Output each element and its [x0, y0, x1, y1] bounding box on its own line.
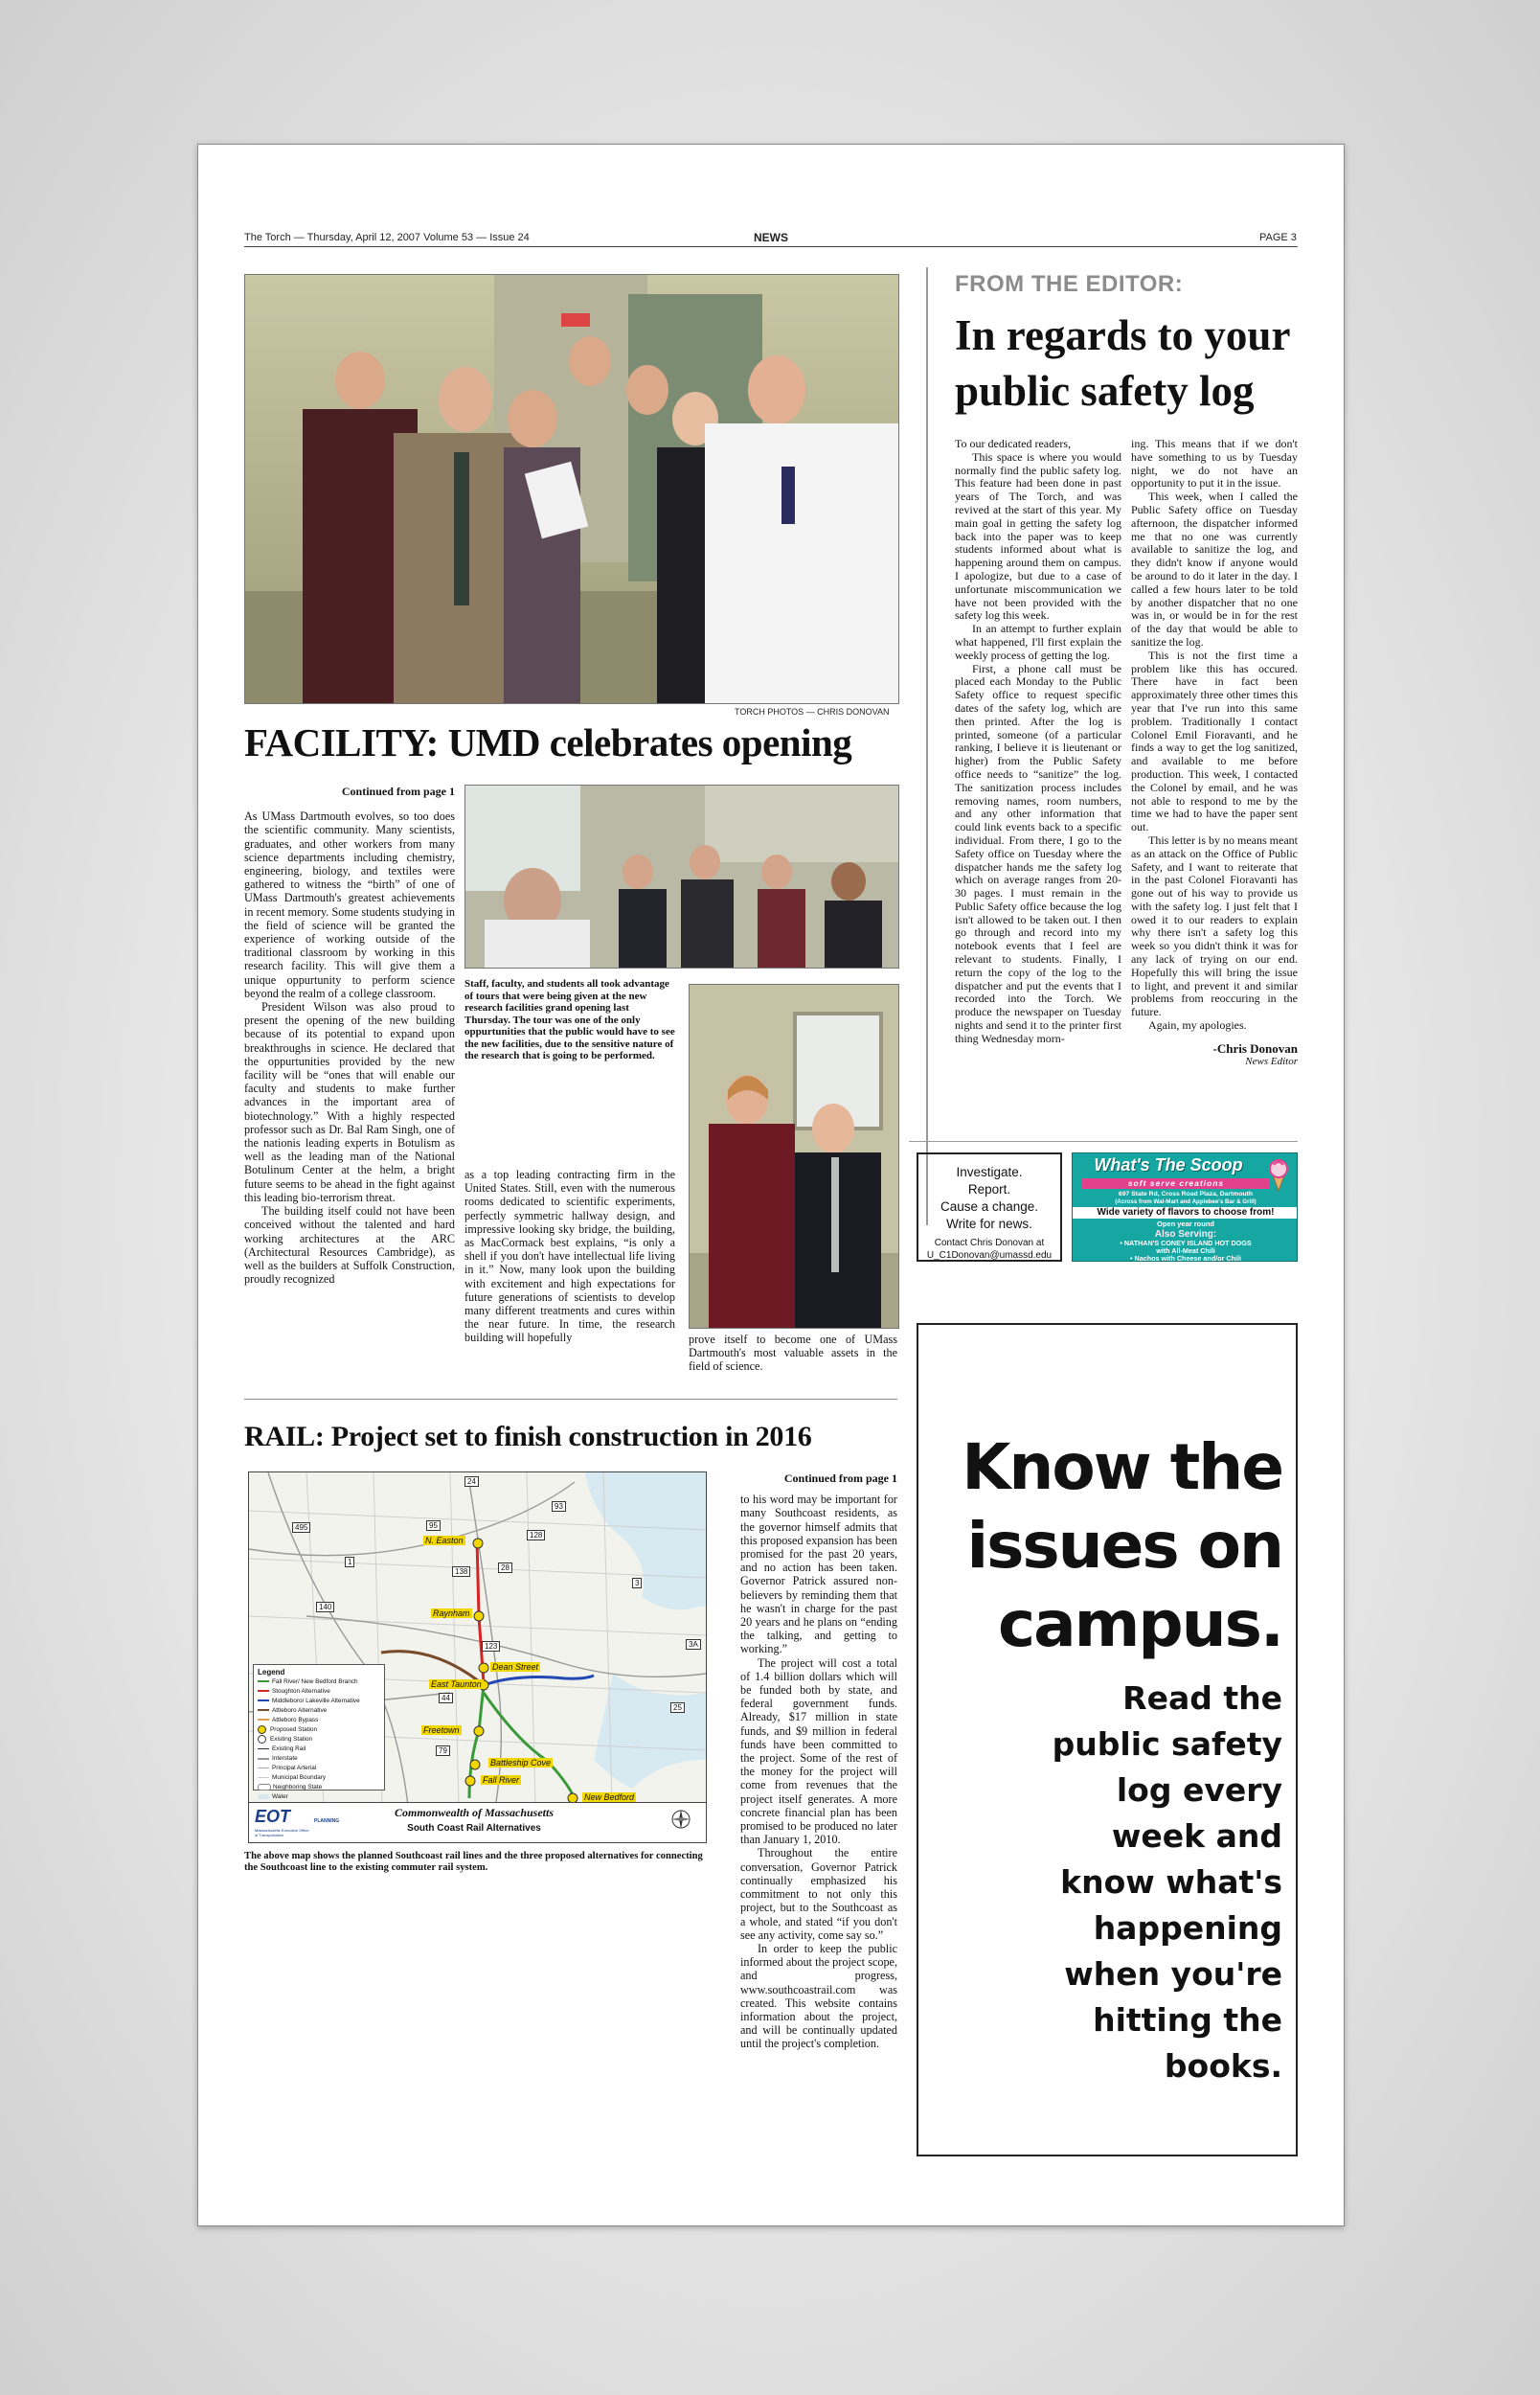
editor-bottom-rule	[909, 1141, 1298, 1142]
know-big3: campus.	[997, 1587, 1282, 1661]
editor-headline	[955, 308, 1290, 419]
editor-p1: This space is where you would normally find the public safety log. This feature had been done in past years of The Torch, and was revived at the start of this year. My main goal in getting the safety log back into the paper was to keep students informed about what is happening around them on campus. I apologize, but due to a case of unfortunate miscommunication we have not been provided with the safety log this week.	[955, 449, 1121, 623]
legend-item: Municipal Boundary	[258, 1773, 380, 1783]
know-small6: happening	[1093, 1909, 1282, 1947]
scoop-title: What's The Scoop	[1094, 1155, 1243, 1175]
scoop-serving: Also Serving:	[1154, 1229, 1217, 1240]
promo-contact1: Contact Chris Donovan at	[934, 1238, 1045, 1248]
section-divider	[244, 1399, 897, 1400]
station-label: Fall River	[483, 1775, 520, 1785]
route-shield: 140	[316, 1602, 334, 1612]
know-the-issues-ad	[917, 1323, 1298, 2156]
know-small7: when you're	[1064, 1955, 1282, 1993]
folio-rule	[244, 246, 1298, 247]
scoop-address1: 697 State Rd, Cross Road Plaza, Dartmouth	[1118, 1191, 1254, 1198]
map-title-block	[249, 1802, 706, 1843]
scoop-item1: • NATHAN'S CONEY ISLAND HOT DOGS	[1120, 1239, 1252, 1247]
planning-label: PLANNING	[314, 1818, 340, 1824]
scoop-tagline: soft serve creations	[1082, 1178, 1270, 1189]
main-photo	[244, 274, 899, 704]
map-caption: The above map shows the planned Southcoast rail lines and the three proposed alternatives for connecting the Southcoast line to the existing commuter rail system.	[244, 1851, 703, 1873]
promo-line4: Write for news.	[946, 1217, 1032, 1231]
rail-p1: to his word may be important for many Southcoast residents, as the governor himself admits that this proposed expansion has been promised for the past 20 years, and no action has been taken. Governor Patrick assured non-believers by reminding them that he wasn't in charge for the past 20 years and he plans on “ending the talking, and getting to working.”	[740, 1493, 897, 1656]
legend-item: Principal Arterial	[258, 1764, 380, 1773]
station-label: New Bedford	[584, 1792, 635, 1802]
facility-p5: prove itself to become one of UMass Dartmouth's most valuable assets in the field of science.	[689, 1333, 897, 1374]
legend-item: Attleboro Bypass	[258, 1716, 380, 1725]
editor-headline-line2: public safety log	[955, 367, 1255, 415]
compass-icon	[670, 1809, 691, 1830]
facility-p2: President Wilson was also proud to present the opening of the new building because of its potential to expand upon breakthroughs in science. He declared that the oppurtunities provided by the new facility will be “ones that will enable our faculty and students to make further advances in the important area of biotechnology.” With a highly respected professor such as Dr. Bal Ram Singh, one of the nationis leading experts in Botulism as well as the leading man of the National Botulinum Center at the helm, a bright future seems to be ahead in the fight against this leading bio-terrorism threat.	[244, 1000, 455, 1204]
newspaper-page	[197, 144, 1345, 2226]
map-subtitle: South Coast Rail Alternatives	[407, 1823, 541, 1834]
promo-contact2: U_C1Donovan@umassd.edu	[926, 1250, 1053, 1261]
rail-body	[740, 1471, 897, 2051]
photo-credit: TORCH PHOTOS — CHRIS DONOVAN	[735, 707, 890, 717]
route-shield: 28	[498, 1562, 512, 1573]
editor-p6: This is not the first time a problem like this has occured. There have in fact been approximately three other times this year that I've run into this same problem. Traditionally I contact Colonel Emil Fioravanti, and he finds a way to get the log sanitized, and available to me before production. This week, I contacted the Colonel by email, and he was not able to respond to me by the time we had to have the paper sent out.	[1131, 648, 1298, 834]
route-shield: 24	[464, 1476, 479, 1487]
editor-p8: Again, my apologies.	[1148, 1018, 1247, 1033]
promo-line1: Investigate.	[956, 1165, 1023, 1179]
promo-line3: Cause a change.	[940, 1199, 1039, 1214]
route-shield: 123	[482, 1641, 500, 1652]
editor-col1	[955, 438, 1121, 1046]
eot-logo-sub: Massachusetts Executive Office of Transportation	[255, 1828, 309, 1837]
scoop-item1b: with All-Meat Chili	[1156, 1246, 1215, 1255]
editor-kicker: FROM THE EDITOR:	[955, 271, 1184, 297]
legend-item: Attleboro Alternative	[258, 1706, 380, 1716]
station-label: Raynham	[433, 1608, 470, 1618]
editor-p5: This week, when I called the Public Safety office on Tuesday afternoon, the dispatcher informed me that no one was currently available to sanitize the log, and they didn't know if anyone would be around to do it later in the day. I called a few hours later to be told by another dispatcher that no one was in, or would be in for the rest of the day that would be able to sanitize the log.	[1131, 490, 1298, 649]
legend-item: Water	[258, 1792, 380, 1802]
station-label: Freetown	[423, 1725, 460, 1735]
scoop-feature: Wide variety of flavors to choose from!	[1073, 1207, 1298, 1219]
facility-p3: The building itself could not have been conceived without the talented and hard working architectures at the ARC (Architectural Resources Cambridge), as well as the builders at Suffolk Construction, proudly recognized	[244, 1204, 455, 1287]
rail-continued: Continued from page 1	[783, 1471, 897, 1485]
facility-headline: FACILITY: UMD celebrates opening	[244, 720, 852, 764]
legend-item: Interstate	[258, 1754, 380, 1764]
rail-p2: The project will cost a total of 1.4 billion dollars which will be funded both by state, and federal government funds. Already, $17 million in state funds, and $9 million in federal funds have been committed to the project. Some of the rest of the money for the project will come from revenues that the project itself generates. A more concrete financial plan has been promised to be produced no later than January 1, 2010.	[740, 1655, 897, 1847]
station-label: Dean Street	[492, 1662, 539, 1672]
know-small8: hitting the	[1093, 2001, 1282, 2039]
route-shield: 1	[345, 1557, 354, 1567]
station-label: Battleship Cove	[490, 1758, 552, 1768]
editor-col2	[1131, 438, 1298, 1068]
route-shield: 79	[436, 1745, 450, 1756]
route-shield: 128	[527, 1530, 545, 1540]
page-number: PAGE 3	[1259, 232, 1297, 243]
facility-caption: Staff, faculty, and students all took advantage of tours that were being given at the new research facilities grand opening last Thursday. The tour was one of the only oppurtunities that the public would have to see the new facilities, due to the sensitive nature of the research that is going to be performed.	[464, 978, 675, 1061]
editor-signature: -Chris Donovan	[1212, 1040, 1298, 1056]
rail-p4: In order to keep the public informed about the project scope, and progress, www.southcoastrail.com was created. This website contains information about the project, and will be continually updated until the project's completion.	[740, 1941, 897, 2051]
facility-col1	[244, 785, 455, 1286]
route-shield: 3	[632, 1578, 642, 1588]
facility-col3	[689, 1333, 897, 1374]
route-shield: 25	[670, 1702, 685, 1713]
legend-item: Existing Rail	[258, 1745, 380, 1754]
editor-p4: ing. This means that if we don't have something to us by Tuesday night, we do not have an opportunity to put it in the issue.	[1131, 437, 1298, 490]
folio-left: The Torch — Thursday, April 12, 2007 Volume 53 — Issue 24	[244, 232, 530, 243]
map-title: Commonwealth of Massachusetts	[394, 1806, 555, 1819]
know-small1: Read the	[1122, 1679, 1282, 1717]
know-small2: public safety	[1052, 1725, 1282, 1763]
station-label: East Taunton	[431, 1679, 482, 1689]
legend-item: Fall River/ New Bedford Branch	[258, 1677, 380, 1687]
wilson-photo	[689, 984, 899, 1329]
route-shield: 93	[552, 1501, 566, 1512]
section-name: NEWS	[754, 231, 788, 244]
write-for-news-box	[917, 1152, 1062, 1262]
rail-headline: RAIL: Project set to finish construction in 2016	[244, 1421, 812, 1452]
know-small9: books.	[1164, 2047, 1282, 2085]
editor-headline-line1: In regards to your	[955, 311, 1291, 359]
legend-item: Existing Station	[258, 1735, 380, 1745]
know-small5: know what's	[1060, 1863, 1282, 1901]
tour-photo	[464, 785, 899, 969]
know-big2: issues on	[966, 1509, 1282, 1583]
legend-item: Neighboring State	[258, 1783, 380, 1792]
scoop-hours: Open year round	[1156, 1220, 1214, 1228]
route-shield: 95	[426, 1520, 441, 1531]
rail-p3: Throughout the entire conversation, Governor Patrick continually emphasized his commitment to not only this project, but to the Southcoast as a whole, and stated “if you don't see any activity, come say so.”	[740, 1846, 897, 1942]
route-shield: 44	[439, 1693, 453, 1703]
map-legend	[253, 1664, 385, 1801]
facility-p4: as a top leading contracting firm in the United States. Still, even with the numerous rooms dedicated to scientific experiments, perfectly symmetric hallway design, and impressive looking sky bridge, the building, as MacCormack best explains, “is only a shell if you don't have intellectual life living in it.” Now, many look upon the building with excitement and high expectations for future generations of scientists to develop many different treatments and cures within the near future. In time, the research building will hopefully	[464, 1168, 675, 1345]
editor-rule	[926, 267, 928, 1225]
know-small3: log every	[1116, 1771, 1282, 1809]
promo-line2: Report.	[967, 1182, 1011, 1197]
route-shield: 495	[292, 1522, 310, 1533]
legend-title: Legend	[258, 1668, 285, 1676]
scoop-address2: (Across from Wal-Mart and Applebee's Bar & Grill)	[1115, 1198, 1257, 1205]
scoop-ad	[1072, 1152, 1298, 1262]
editor-p7: This letter is by no means meant as an attack on the Office of Public Safety, and I want to reiterate that in the past Colonel Fioravanti has gone out of his way to provide us with the safety log. I just felt that I owed it to our readers to explain why there isn't a safety log this week so you didn't think it was for any lack of trying on our end. Hopefully this will bring the issue to light, and prevent it and similar problems from reoccuring in the future.	[1131, 833, 1298, 1019]
legend-item: Stoughton Alternative	[258, 1687, 380, 1697]
know-small4: week and	[1111, 1817, 1282, 1855]
know-big1: Know the	[962, 1430, 1282, 1504]
editor-title: News Editor	[1245, 1055, 1298, 1067]
editor-p3: First, a phone call must be placed each Monday to the Public Safety office to request specific dates of the safety log, which are then printed. After the log is printed, someone (of a particular ranking, I believe it is lieutenant or higher) from the Public Safety office needs to “sanitize” the log. The sanitization process includes removing names, room numbers, and any other information that could link events back to a specific individual. From there, I go to the Safety office on Tuesday where the dispatcher hands me the safety log which on average ranges from 20-30 pages. I must remain in the Public Safety office because the log isn't allowed to be taken out. I then go through and record into my notebook events that I feel are relevant to students. Finally, I return the copy of the log to the dispatcher and put the events that I recorded into the Torch. We produce the newspaper on Tuesday nights and send it to the printer first thing Wednesday morn-	[955, 661, 1121, 1045]
route-shield: 3A	[686, 1639, 701, 1650]
facility-p1: As UMass Dartmouth evolves, so too does the scientific community. Many scientists, graduates, and other workers from many science departments including chemistry, engineering, biology, and textiles were gathered to witness the “birth” of one of UMass Dartmouth's greatest achievements in recent memory. Some students studying in the field of science will be granted the experience of working outside of the traditional classroom by working in this research facility. This will give them a unique oppurtunity to perform science beyond the realm of a college classroom.	[244, 810, 455, 1000]
facility-continued: Continued from page 1	[341, 785, 455, 798]
station-label: N. Easton	[425, 1536, 464, 1545]
rail-map	[248, 1471, 707, 1843]
route-shield: 138	[452, 1566, 470, 1577]
legend-item: Middleboro/ Lakeville Alternative	[258, 1697, 380, 1706]
editor-salutation: To our dedicated readers,	[955, 437, 1072, 450]
facility-col2	[464, 1168, 675, 1345]
legend-item: Proposed Station	[258, 1725, 380, 1735]
eot-logo: EOT	[255, 1807, 291, 1826]
scoop-item2: • Nachos with Cheese and/or Chili	[1130, 1254, 1241, 1262]
editor-p2: In an attempt to further explain what happened, I'll first explain the weekly process of getting the log.	[955, 622, 1121, 662]
